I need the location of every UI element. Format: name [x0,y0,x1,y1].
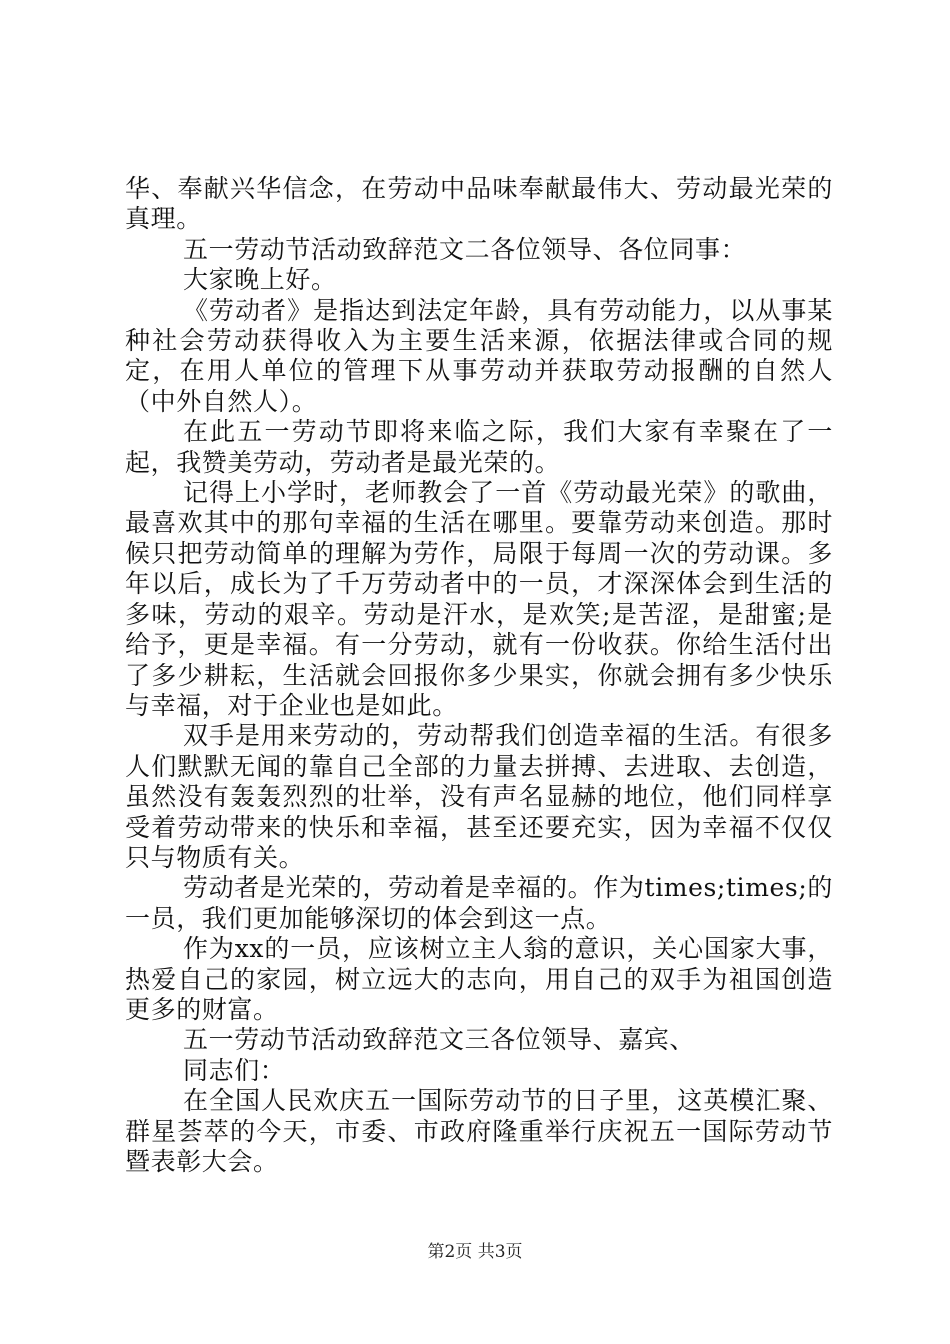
page-number: 第2页 共3页 [427,1242,523,1262]
paragraph: 五一劳动节活动致辞范文二各位领导、各位同事： [183,234,747,264]
page-footer [0,1241,950,1263]
paragraph: 《劳动者》是指达到法定年龄，具有劳动能力，以从事某种社会劳动获得收入为主要生活来源，依据法律或合同的规定，在用人单位的管理下从事劳动并获取劳动报酬的自然人（中外自然人）。 [125,295,833,416]
paragraph: 记得上小学时，老师教会了一首《劳动最光荣》的歌曲，最喜欢其中的那句幸福的生活在哪里。要靠劳动来创造。那时候只把劳动简单的理解为劳作，局限于每周一次的劳动课。多年以后，成长为了千万劳动者中的一员，才深深体会到生活的多味，劳动的艰辛。劳动是汗水，是欢笑;是苦涩，是甜蜜;是给予，更是幸福。有一分劳动，就有一份收获。你给生活付出了多少耕耘，生活就会回报你多少果实，你就会拥有多少快乐与幸福，对于企业也是如此。 [125,478,833,720]
paragraph: 同志们： [183,1055,286,1085]
paragraph: 大家晚上好。 [183,265,337,295]
paragraph: 在全国人民欢庆五一国际劳动节的日子里，这英模汇聚、群星荟萃的今天，市委、市政府隆重举行庆祝五一国际劳动节暨表彰大会。 [125,1086,833,1176]
paragraph: 在此五一劳动节即将来临之际，我们大家有幸聚在了一起，我赞美劳动，劳动者是最光荣的。 [125,417,833,477]
paragraph: 双手是用来劳动的，劳动帮我们创造幸福的生活。有很多人们默默无闻的靠自己全部的力量去拼搏、去进取、去创造，虽然没有轰轰烈烈的壮举，没有声名显赫的地位，他们同样享受着劳动带来的快乐和幸福，甚至还要充实，因为幸福不仅仅只与物质有关。 [125,721,833,872]
document-body [125,174,833,1177]
paragraph: 作为xx的一员，应该树立主人翁的意识，关心国家大事，热爱自己的家园，树立远大的志向，用自己的双手为祖国创造更多的财富。 [125,934,833,1024]
paragraph: 劳动者是光荣的，劳动着是幸福的。作为times;times;的一员，我们更加能够深切的体会到这一点。 [125,873,833,933]
paragraph: 五一劳动节活动致辞范文三各位领导、嘉宾、 [183,1025,696,1055]
paragraph: 华、奉献兴华信念，在劳动中品味奉献最伟大、劳动最光荣的真理。 [125,174,833,234]
